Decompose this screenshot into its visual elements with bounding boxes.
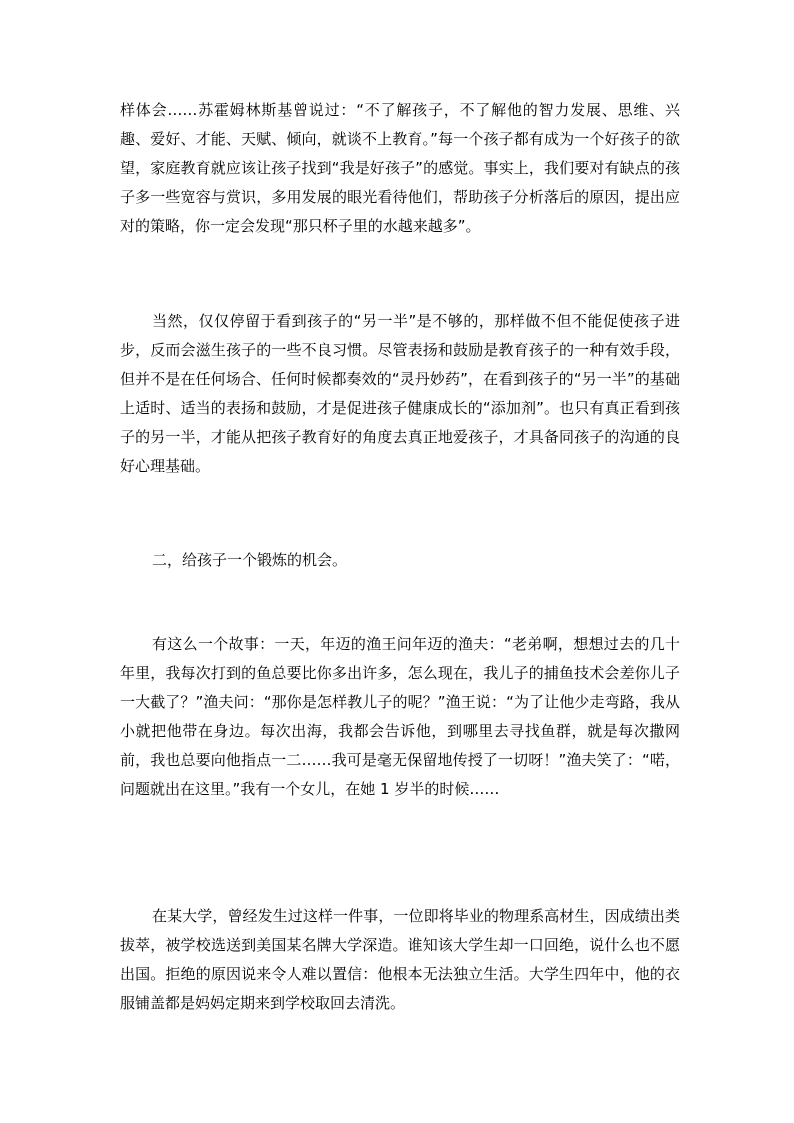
paragraph-university-story: 在某大学，曾经发生过这样一件事，一位即将毕业的物理系高材生，因成绩出类拔萃，被学校选送到美国某名牌大学深造。谁知该大学生却一口回绝，说什么也不愿出国。拒绝的原因说来令人难以置信：他根本无法独立生活。大学生四年中，他的衣服铺盖都是妈妈定期来到学校取回去清洗。 bbox=[120, 907, 680, 1012]
paragraph-fisherman-story: 有这么一个故事：一天，年迈的渔王问年迈的渔夫：“老弟啊，想想过去的几十年里，我每次打到的鱼总要比你多出许多，怎么现在，我儿子的捕鱼技术会差你儿子一大截了？”渔夫问：“那你是怎样教儿子的呢？”渔王说：“为了让他少走弯路，我从小就把他带在身边。每次出海，我都会告诉他，到哪里去寻找鱼群，就是每次撒网前，我也总要向他指点一二……我可是毫无保留地传授了一切呀！”渔夫笑了：“喏，问题就出在这里。”我有一个女儿，在她 1 岁半的时候…… bbox=[120, 635, 680, 798]
section-heading-two: 二，给孩子一个锻炼的机会。 bbox=[152, 551, 348, 569]
paragraph-continued-quote: 样体会……苏霍姆林斯基曾说过：“不了解孩子，不了解他的智力发展、思维、兴趣、爱好、才能、天赋、倾向，就谈不上教育。”每一个孩子都有成为一个好孩子的欲望，家庭教育就应该让孩子找到“我是好孩子”的感觉。事实上，我们要对有缺点的孩子多一些宽容与赏识，多用发展的眼光看待他们，帮助孩子分析落后的原因，提出应对的策略，你一定会发现“那只杯子里的水越来越多”。 bbox=[120, 101, 680, 235]
paragraph-another-half: 当然，仅仅停留于看到孩子的“另一半”是不够的，那样做不但不能促使孩子进步，反而会滋生孩子的一些不良习惯。尽管表扬和鼓励是教育孩子的一种有效手段，但并不是在任何场合、任何时候都奏效的“灵丹妙药”，在看到孩子的“另一半”的基础上适时、适当的表扬和鼓励，才是促进孩子健康成长的“添加剂”。也只有真正看到孩子的另一半，才能从把孩子教育好的角度去真正地爱孩子，才具备同孩子的沟通的良好心理基础。 bbox=[120, 312, 680, 475]
